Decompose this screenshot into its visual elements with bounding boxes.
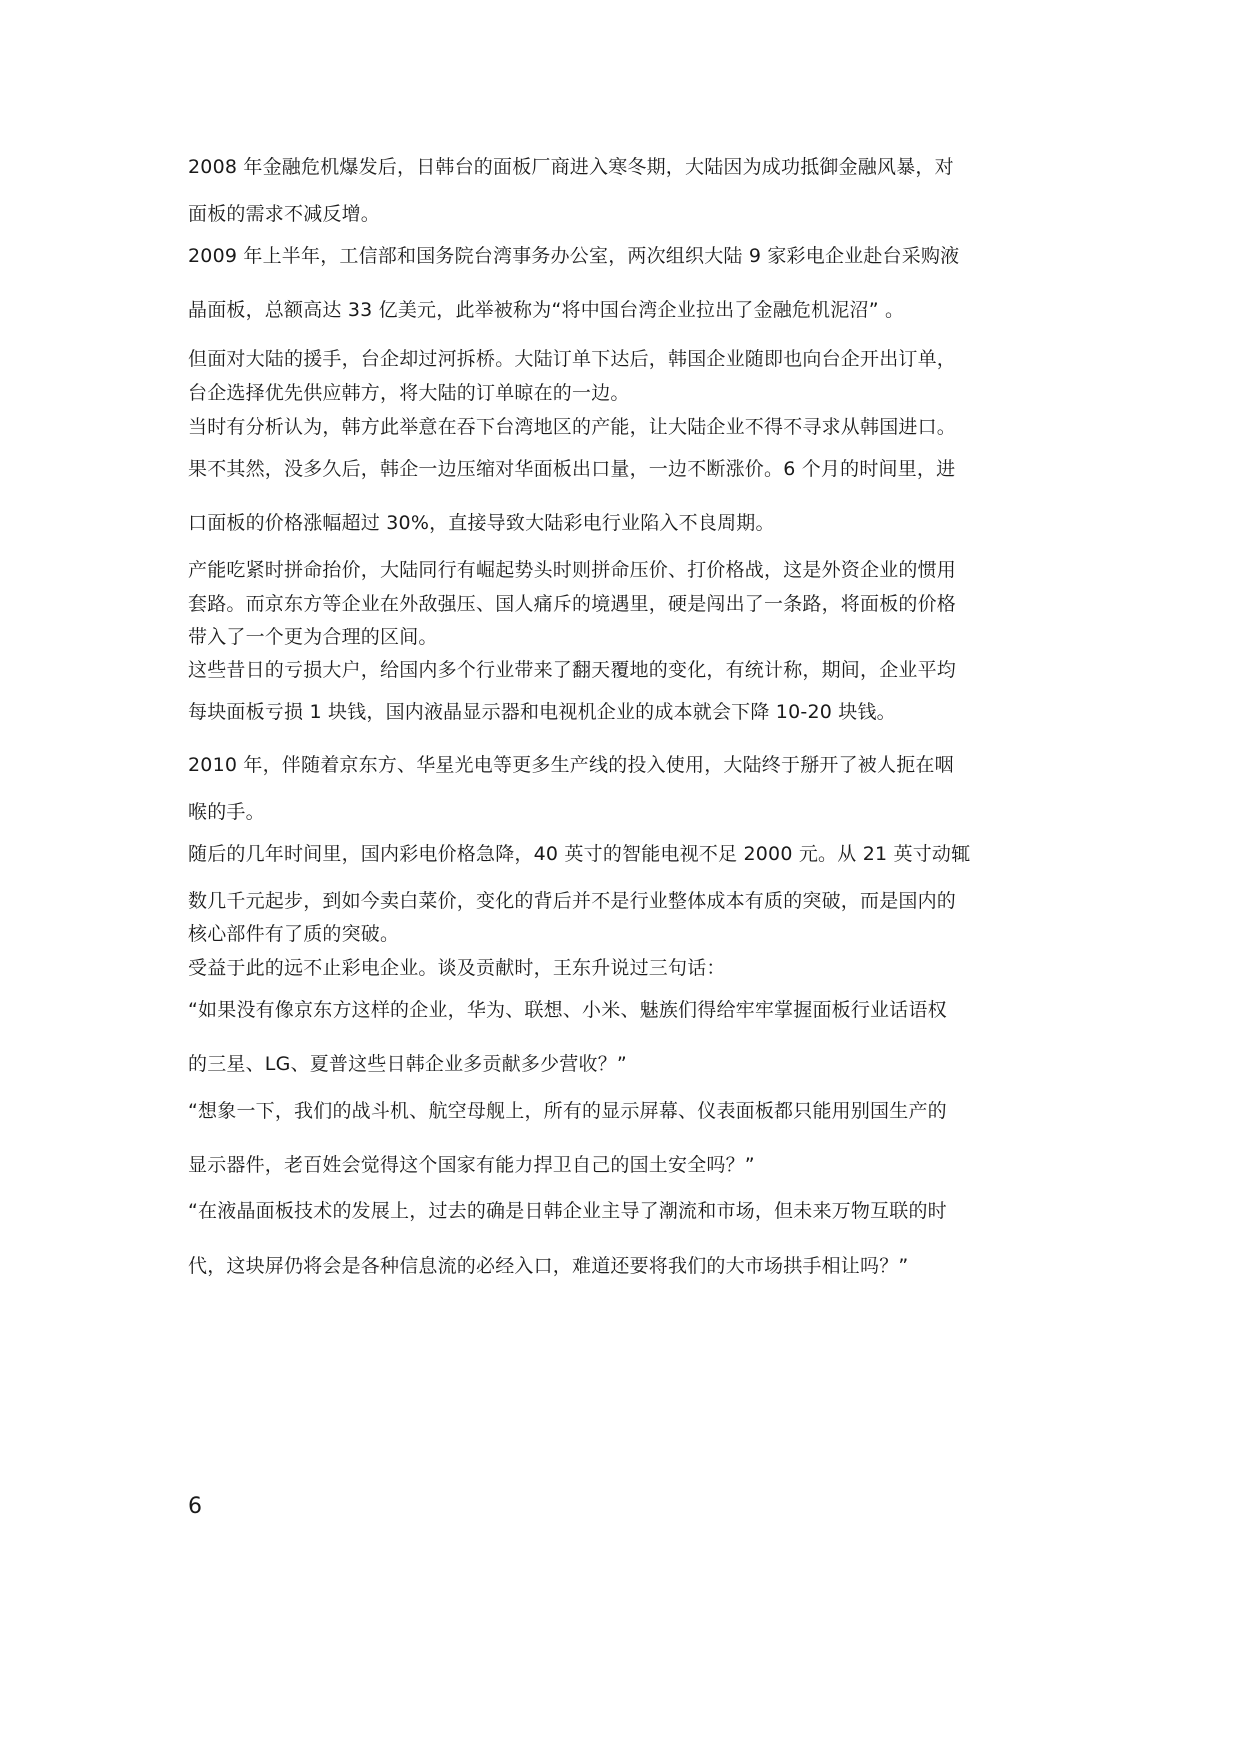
text-line: 喉的手。 bbox=[188, 801, 265, 823]
text-line: 这些昔日的亏损大户，给国内多个行业带来了翻天覆地的变化，有统计称，期间，企业平均 bbox=[188, 659, 957, 681]
text-line: 2009 年上半年，工信部和国务院台湾事务办公室，两次组织大陆 9 家彩电企业赴台采购液 bbox=[188, 245, 960, 267]
text-line: 的三星、LG、夏普这些日韩企业多贡献多少营收？” bbox=[188, 1053, 627, 1075]
text-line: 2008 年金融危机爆发后，日韩台的面板厂商进入寒冬期，大陆因为成功抵御金融风暴，对 bbox=[188, 156, 954, 178]
text-line: 面板的需求不减反增。 bbox=[188, 203, 381, 225]
text-line: 核心部件有了质的突破。 bbox=[188, 923, 400, 945]
text-line: 显示器件，老百姓会觉得这个国家有能力捍卫自己的国土安全吗？” bbox=[188, 1154, 755, 1176]
text-line: 套路。而京东方等企业在外敌强压、国人痛斥的境遇里，硬是闯出了一条路，将面板的价格 bbox=[188, 593, 957, 615]
text-line: “想象一下，我们的战斗机、航空母舰上，所有的显示屏幕、仪表面板都只能用别国生产的 bbox=[188, 1100, 947, 1122]
text-line: 代，这块屏仍将会是各种信息流的必经入口，难道还要将我们的大市场拱手相让吗？” bbox=[188, 1255, 909, 1277]
text-line: 带入了一个更为合理的区间。 bbox=[188, 626, 438, 648]
text-line: “在液晶面板技术的发展上，过去的确是日韩企业主导了潮流和市场，但未来万物互联的时 bbox=[188, 1200, 947, 1222]
text-line: 产能吃紧时拼命抬价，大陆同行有崛起势头时则拼命压价、打价格战，这是外资企业的惯用 bbox=[188, 559, 957, 581]
text-line: 台企选择优先供应韩方，将大陆的订单晾在的一边。 bbox=[188, 382, 630, 404]
text-line: 当时有分析认为，韩方此举意在吞下台湾地区的产能，让大陆企业不得不寻求从韩国进口。 bbox=[188, 416, 957, 438]
text-line: 口面板的价格涨幅超过 30%，直接导致大陆彩电行业陷入不良周期。 bbox=[188, 512, 775, 534]
text-line: 每块面板亏损 1 块钱，国内液晶显示器和电视机企业的成本就会下降 10-20 块钱。 bbox=[188, 701, 896, 723]
text-line: 果不其然，没多久后，韩企一边压缩对华面板出口量，一边不断涨价。6 个月的时间里，进 bbox=[188, 458, 956, 480]
text-line: 受益于此的远不止彩电企业。谈及贡献时，王东升说过三句话： bbox=[188, 957, 726, 979]
page-number: 6 bbox=[188, 1494, 202, 1519]
text-line: 晶面板，总额高达 33 亿美元，此举被称为“将中国台湾企业拉出了金融危机泥沼” 。 bbox=[188, 299, 905, 321]
text-line: 随后的几年时间里，国内彩电价格急降，40 英寸的智能电视不足 2000 元。从 21 英寸动辄 bbox=[188, 843, 971, 865]
text-line: “如果没有像京东方这样的企业，华为、联想、小米、魅族们得给牢牢掌握面板行业话语权 bbox=[188, 999, 947, 1021]
text-line: 2010 年，伴随着京东方、华星光电等更多生产线的投入使用，大陆终于掰开了被人扼在咽 bbox=[188, 754, 954, 776]
text-line: 数几千元起步，到如今卖白菜价，变化的背后并不是行业整体成本有质的突破，而是国内的 bbox=[188, 890, 957, 912]
text-line: 但面对大陆的援手，台企却过河拆桥。大陆订单下达后，韩国企业随即也向台企开出订单， bbox=[188, 348, 957, 370]
